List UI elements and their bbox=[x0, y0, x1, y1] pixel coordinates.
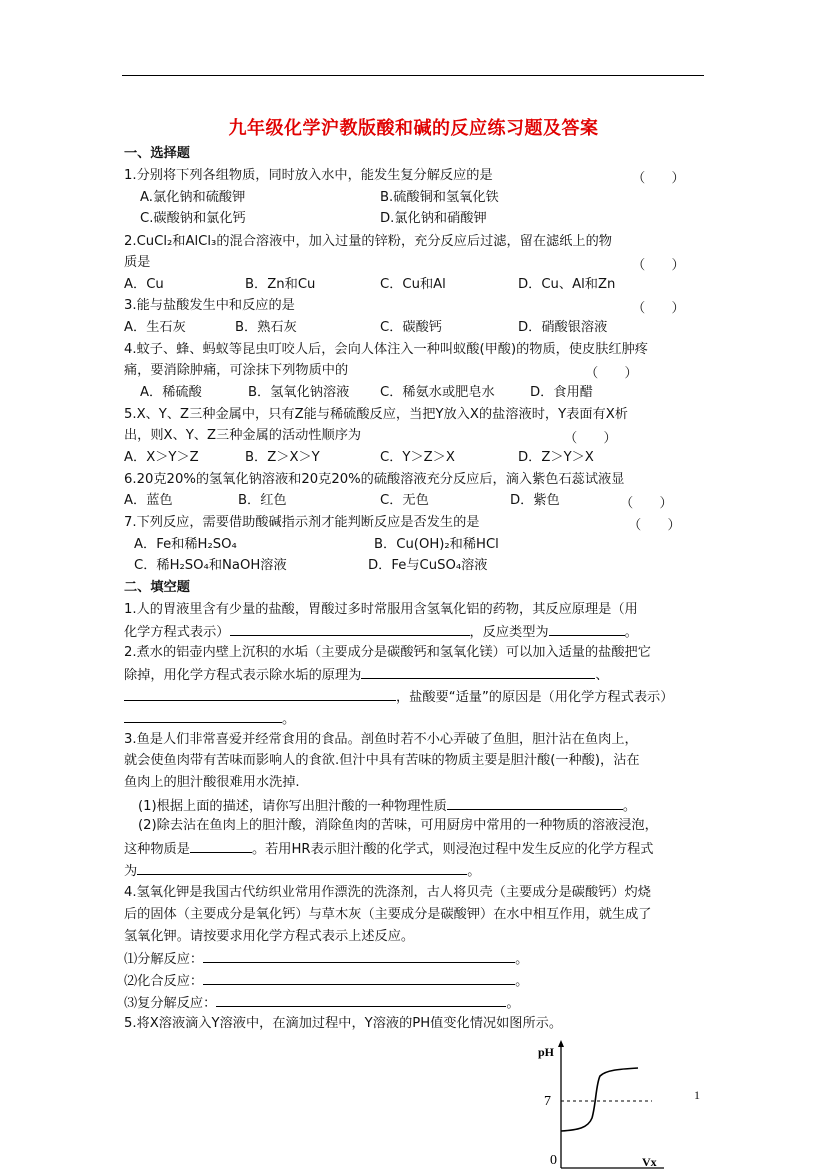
page-number: 1 bbox=[694, 1088, 700, 1102]
origin-label: 0 bbox=[550, 1153, 557, 1168]
f2-line4 bbox=[124, 709, 295, 729]
q3-option-a: A．生石灰 bbox=[124, 320, 186, 335]
q1-option-c: C.碳酸钠和氯化钙 bbox=[140, 211, 246, 226]
q5-stem-line1: 5.X、Y、Z三种金属中，只有Z能与稀硫酸反应，当把Y放入X的盐溶液时，Y表面有X析 bbox=[124, 407, 628, 422]
q5-option-c: C．Y＞Z＞X bbox=[380, 450, 455, 465]
q5-answer-paren: （ ） bbox=[564, 431, 617, 446]
q7-option-d: D．Fe与CuSO₄溶液 bbox=[368, 558, 488, 573]
q4-answer-paren: （ ） bbox=[585, 366, 638, 381]
f4-line6 bbox=[124, 993, 520, 1013]
f2-text-d: 。 bbox=[282, 712, 296, 727]
q3-option-b: B．熟石灰 bbox=[235, 320, 297, 335]
ph7-tick-label: 7 bbox=[544, 1094, 551, 1109]
y-axis-label: pH bbox=[538, 1045, 555, 1059]
q6-option-d: D．紫色 bbox=[510, 493, 560, 508]
f4-end-1: 。 bbox=[515, 952, 529, 967]
q4-stem-line2: 痛，要消除肿痛，可涂抹下列物质中的 bbox=[124, 363, 349, 378]
q6-option-c: C．无色 bbox=[380, 493, 429, 508]
q2-option-a: A．Cu bbox=[124, 277, 164, 292]
q7-option-c: C．稀H₂SO₄和NaOH溶液 bbox=[134, 558, 287, 573]
q5-option-a: A．X＞Y＞Z bbox=[124, 450, 199, 465]
f3-text-d: 。若用HR表示胆汁酸的化学式，则浸泡过程中发生反应的化学方程式 bbox=[251, 842, 654, 857]
f4-decomposition-blank[interactable] bbox=[203, 949, 515, 963]
f3-line4 bbox=[138, 796, 636, 816]
f4-end-3: 。 bbox=[506, 996, 520, 1011]
q7-stem: 7.下列反应，需要借助酸碱指示剂才能判断反应是否发生的是 bbox=[124, 515, 480, 530]
q1-answer-paren: （ ） bbox=[632, 171, 685, 186]
q4-option-c: C．稀氨水或肥皂水 bbox=[380, 385, 495, 400]
f4-line3: 氢氧化钾。请按要求用化学方程式表示上述反应。 bbox=[124, 929, 415, 944]
q2-stem-line2: 质是 bbox=[124, 255, 151, 270]
q2-stem-line1: 2.CuCl₂和AlCl₃的混合溶液中，加入过量的锌粉，充分反应后过滤，留在滤纸上的物 bbox=[124, 234, 612, 249]
f2-line3 bbox=[124, 687, 673, 707]
f3-line6 bbox=[124, 839, 653, 859]
q7-option-b: B．Cu(OH)₂和稀HCl bbox=[374, 537, 499, 552]
f1-reaction-type-blank[interactable] bbox=[549, 622, 625, 636]
page-title: 九年级化学沪教版酸和碱的反应练习题及答案 bbox=[228, 118, 599, 139]
f3-line1: 3.鱼是人们非常喜爱并经常食用的食品。剖鱼时若不小心弄破了鱼胆，胆汁沾在鱼肉上， bbox=[124, 732, 638, 747]
f4-label-decomposition: ⑴分解反应： bbox=[124, 952, 204, 967]
f1-text-b: ，反应类型为 bbox=[469, 625, 549, 640]
f2-equation1-blank[interactable] bbox=[361, 665, 595, 679]
q3-answer-paren: （ ） bbox=[632, 301, 685, 316]
f2-equation2-blank[interactable] bbox=[124, 687, 396, 701]
q5-stem-line2: 出，则X、Y、Z三种金属的活动性顺序为 bbox=[124, 428, 362, 443]
f1-text-c: 。 bbox=[624, 625, 638, 640]
f2-line1: 2.煮水的铝壶内壁上沉积的水垢（主要成分是碳酸钙和氢氧化镁）可以加入适量的盐酸把它 bbox=[124, 645, 651, 660]
f3-text-f: 。 bbox=[467, 864, 481, 879]
ph-change-graph bbox=[530, 1038, 670, 1170]
ph-curve bbox=[561, 1068, 638, 1131]
f2-text-c: ，盐酸要“适量”的原因是（用化学方程式表示） bbox=[396, 690, 674, 705]
section-heading-choice: 一、选择题 bbox=[124, 146, 190, 161]
q7-answer-paren: （ ） bbox=[628, 518, 681, 533]
f3-line3: 鱼肉上的胆汁酸很难用水洗掉. bbox=[124, 775, 300, 790]
q2-option-d: D．Cu、Al和Zn bbox=[518, 277, 616, 292]
f5-line1: 5.将X溶液滴入Y溶液中，在滴加过程中，Y溶液的PH值变化情况如图所示。 bbox=[124, 1016, 563, 1031]
f3-substance-blank[interactable] bbox=[190, 839, 252, 853]
f3-text-a: (1)根据上面的描述，请你写出胆汁酸的一种物理性质 bbox=[138, 799, 447, 814]
q5-option-d: D．Z＞Y＞X bbox=[518, 450, 594, 465]
f3-line2: 就会使鱼肉带有苦味而影响人的食欲.但汁中具有苦味的物质主要是胆汁酸(一种酸)，沾在 bbox=[124, 753, 640, 768]
f2-text-b: 、 bbox=[595, 668, 609, 683]
f2-text-a: 除掉，用化学方程式表示除水垢的原理为 bbox=[124, 668, 362, 683]
q3-stem: 3.能与盐酸发生中和反应的是 bbox=[124, 298, 295, 313]
f2-line2 bbox=[124, 665, 609, 685]
f4-double-decomposition-blank[interactable] bbox=[216, 993, 506, 1007]
f3-property-blank[interactable] bbox=[447, 796, 623, 810]
q2-answer-paren: （ ） bbox=[632, 258, 685, 273]
f4-line5 bbox=[124, 971, 528, 991]
f3-line7 bbox=[124, 861, 480, 881]
q6-option-a: A．蓝色 bbox=[124, 493, 173, 508]
q4-option-d: D．食用醋 bbox=[530, 385, 593, 400]
q1-option-a: A.氯化钠和硫酸钾 bbox=[140, 190, 246, 205]
x-axis-label: Vx bbox=[642, 1155, 657, 1169]
section-heading-fill: 二、填空题 bbox=[124, 580, 190, 595]
q6-option-b: B．红色 bbox=[238, 493, 287, 508]
y-axis-arrow bbox=[558, 1040, 564, 1047]
q2-option-c: C．Cu和Al bbox=[380, 277, 446, 292]
f4-label-double-decomposition: ⑶复分解反应： bbox=[124, 996, 217, 1011]
q2-option-b: B．Zn和Cu bbox=[245, 277, 316, 292]
q1-option-d: D.氯化钠和硝酸钾 bbox=[380, 211, 487, 226]
f3-text-e: 为 bbox=[124, 864, 138, 879]
f1-text-a: 化学方程式表示） bbox=[124, 625, 230, 640]
q7-option-a: A．Fe和稀H₂SO₄ bbox=[134, 537, 237, 552]
f1-equation-blank[interactable] bbox=[230, 622, 470, 636]
f1-line1: 1.人的胃液里含有少量的盐酸，胃酸过多时常服用含氢氧化铝的药物，其反应原理是（用 bbox=[124, 602, 638, 617]
f3-text-b: 。 bbox=[622, 799, 636, 814]
f3-equation-blank[interactable] bbox=[137, 861, 467, 875]
q6-answer-paren: （ ） bbox=[620, 496, 673, 511]
f3-line5: (2)除去沾在鱼肉上的胆汁酸，消除鱼肉的苦味，可用厨房中常用的一种物质的溶液浸泡， bbox=[138, 818, 658, 833]
f3-text-c: 这种物质是 bbox=[124, 842, 190, 857]
q1-stem: 1.分别将下列各组物质，同时放入水中，能发生复分解反应的是 bbox=[124, 168, 493, 183]
q1-option-b: B.硫酸铜和氢氧化铁 bbox=[380, 190, 499, 205]
f4-combination-blank[interactable] bbox=[203, 971, 515, 985]
q5-option-b: B．Z＞X＞Y bbox=[245, 450, 320, 465]
f1-line2 bbox=[124, 622, 638, 642]
header-rule bbox=[122, 75, 704, 76]
f4-end-2: 。 bbox=[515, 974, 529, 989]
q4-option-b: B．氢氧化钠溶液 bbox=[248, 385, 350, 400]
f4-line1: 4.氢氧化钾是我国古代纺织业常用作漂洗的洗涤剂，古人将贝壳（主要成分是碳酸钙）灼烧 bbox=[124, 885, 651, 900]
q3-option-c: C．碳酸钙 bbox=[380, 320, 442, 335]
f4-label-combination: ⑵化合反应： bbox=[124, 974, 204, 989]
q4-stem-line1: 4.蚊子、蜂、蚂蚁等昆虫叮咬人后，会向人体注入一种叫蚁酸(甲酸)的物质，使皮肤红肿疼 bbox=[124, 342, 648, 357]
f4-line2: 后的固体（主要成分是氧化钙）与草木灰（主要成分是碳酸钾）在水中相互作用，就生成了 bbox=[124, 907, 652, 922]
f2-equation3-blank[interactable] bbox=[124, 709, 282, 723]
q3-option-d: D．硝酸银溶液 bbox=[518, 320, 608, 335]
q6-stem: 6.20克20%的氢氧化钠溶液和20克20%的硫酸溶液充分反应后，滴入紫色石蕊试液显 bbox=[124, 472, 625, 487]
q4-option-a: A．稀硫酸 bbox=[140, 385, 202, 400]
f4-line4 bbox=[124, 949, 528, 969]
